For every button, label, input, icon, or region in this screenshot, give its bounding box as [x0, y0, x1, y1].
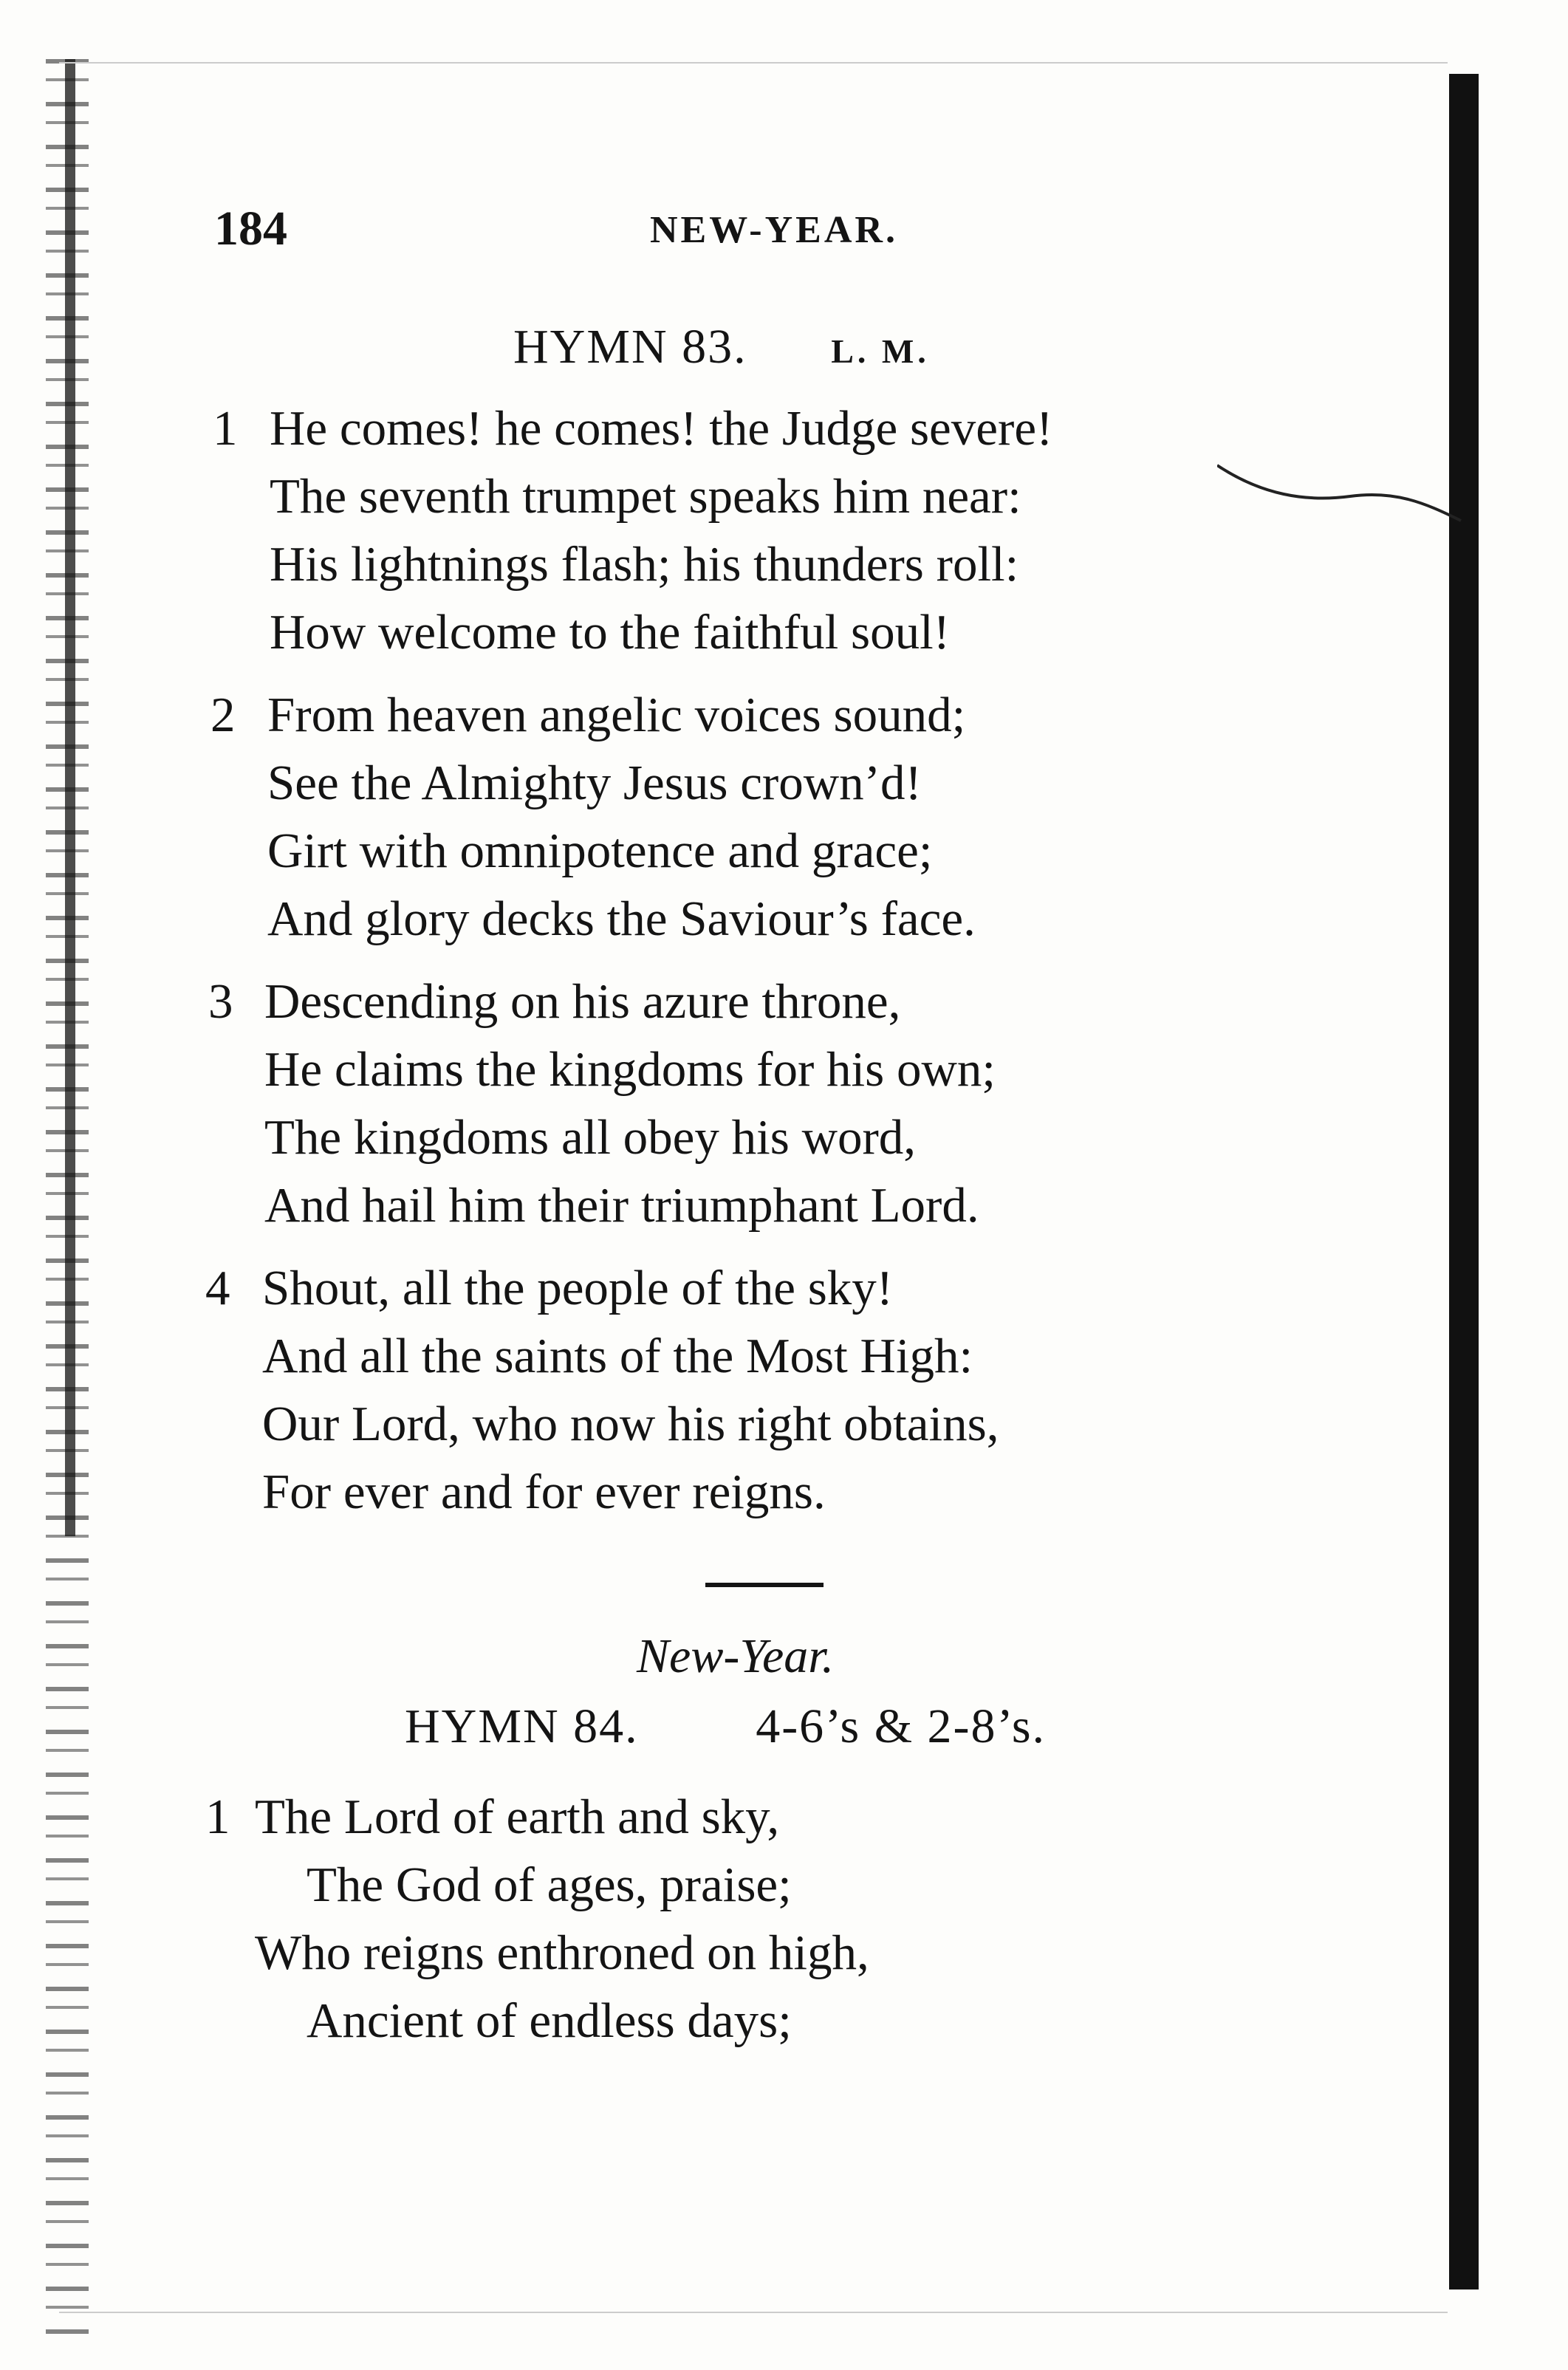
running-head: NEW-YEAR.: [650, 209, 898, 251]
binding-shadow: [65, 59, 75, 1536]
scan-bottom-edge: [59, 2312, 1448, 2313]
stanza-number: 1: [213, 401, 238, 456]
pen-mark: [1217, 451, 1468, 524]
hymn-number: HYMN 84.: [405, 1699, 639, 1753]
verse-line: The God of ages, praise;: [307, 1857, 792, 1912]
verse-line: Our Lord, who now his right obtains,: [262, 1397, 999, 1451]
page-edge-shadow: [1449, 74, 1479, 2289]
verse-line: And glory decks the Saviour’s face.: [267, 891, 976, 946]
scan-top-edge: [59, 62, 1448, 64]
verse-line: He comes! he comes! the Judge severe!: [270, 401, 1053, 456]
verse-line: The seventh trumpet speaks him near:: [270, 469, 1021, 524]
verse-line: His lightnings flash; his thunders roll:: [270, 537, 1019, 592]
stanza-number: 4: [205, 1261, 230, 1315]
verse-line: Descending on his azure throne,: [264, 974, 901, 1029]
verse-line: Who reigns enthroned on high,: [255, 1925, 869, 1980]
verse-line: Girt with omnipotence and grace;: [267, 823, 933, 878]
verse-line: The Lord of earth and sky,: [255, 1790, 780, 1844]
stanza-number: 3: [208, 974, 233, 1029]
verse-line: From heaven angelic voices sound;: [267, 688, 966, 742]
hymn-meter: L. M.: [831, 332, 930, 370]
verse-line: And hail him their triumphant Lord.: [264, 1178, 979, 1233]
verse-line: See the Almighty Jesus crown’d!: [267, 756, 922, 810]
verse-line: Shout, all the people of the sky!: [262, 1261, 894, 1315]
page-header: [214, 201, 1174, 260]
hymn-number: HYMN 83.: [513, 320, 747, 374]
verse-line: How welcome to the faithful soul!: [270, 605, 951, 660]
hymn-83-title: [513, 319, 930, 375]
hymn-84-title: [405, 1699, 1046, 1755]
verse-line: And all the saints of the Most High:: [262, 1329, 973, 1383]
section-divider: [705, 1583, 824, 1587]
verse-line: Ancient of endless days;: [307, 1993, 792, 2048]
page-number: 184: [214, 202, 287, 256]
verse-line: The kingdoms all obey his word,: [264, 1110, 917, 1165]
verse-line: He claims the kingdoms for his own;: [264, 1042, 996, 1097]
hymn-meter: 4-6’s & 2-8’s.: [756, 1699, 1047, 1753]
stanza-number: 1: [205, 1790, 230, 1844]
section-heading: New-Year.: [637, 1629, 835, 1683]
verse-line: For ever and for ever reigns.: [262, 1465, 826, 1519]
stanza-number: 2: [210, 688, 236, 742]
